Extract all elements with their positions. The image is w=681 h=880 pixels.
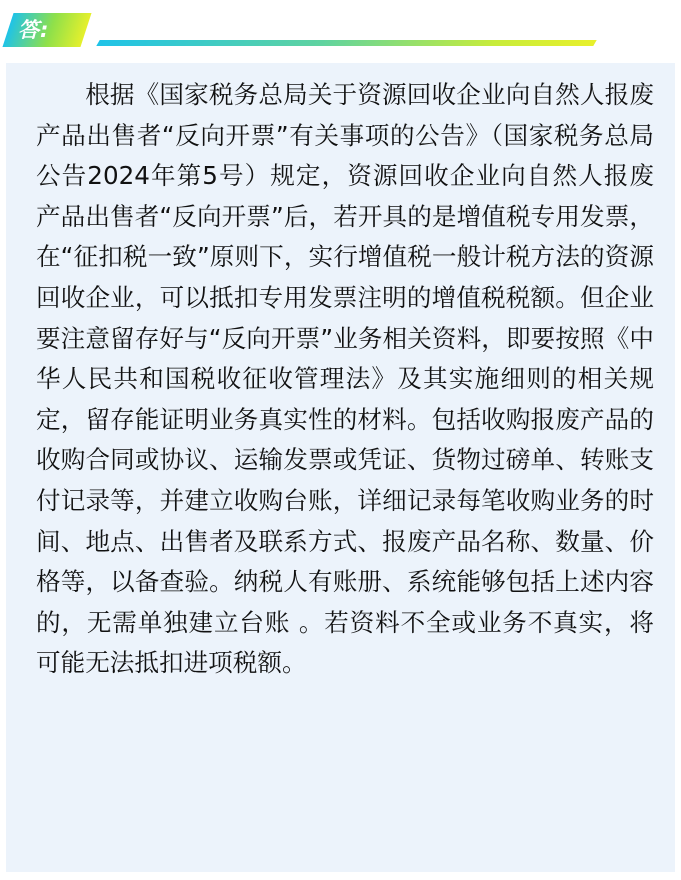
answer-label: 答: <box>18 18 50 42</box>
answer-box <box>6 63 675 872</box>
header-accent-bar <box>96 40 596 46</box>
answer-paragraph: 根据《国家税务总局关于资源回收企业向自然人报废产品出售者“反向开票”有关事项的公告》（国家税务总局公告2024年第5号）规定，资源回收企业向自然人报废产品出售者“反向开票”后，若开具的是增值税专用发票，在“征扣税一致”原则下，实行增值税一般计税方法的资源回收企业，可以抵扣专用发票注明的增值税税额。但企业要注意留存好与“反向开票”业务相关资料，即要按照《中华人民共和国税收征收管理法》及其实施细则的相关规定，留存能证明业务真实性的材料。包括收购报废产品的收购合同或协议、运输发票或凭证、货物过磅单、转账支付记录等，并建立收购台账，详细记录每笔收购业务的时间、地点、出售者及联系方式、报废产品名称、数量、价格等，以备查验。纳税人有账册、系统能够包括上述内容的，无需单独建立台账 。若资料不全或业务不真实，将可能无法抵扣进项税额。 <box>36 80 654 678</box>
answer-header <box>0 0 681 60</box>
